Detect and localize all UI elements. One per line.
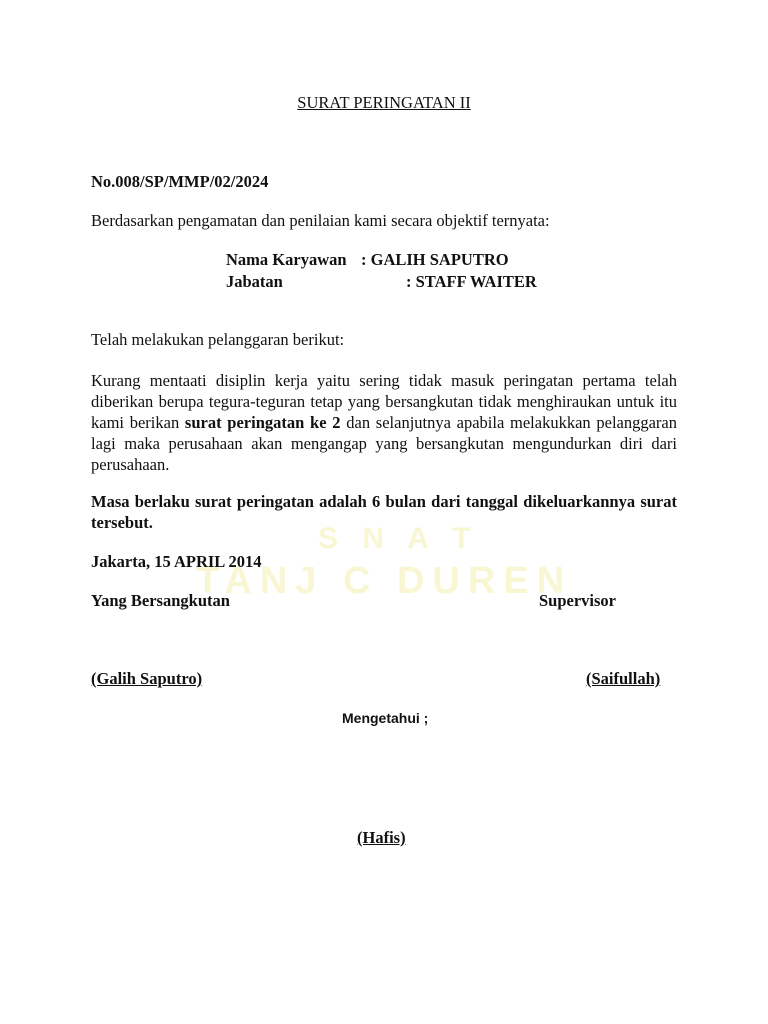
document-title: SURAT PERINGATAN II — [297, 93, 471, 112]
signatory-right-label: Supervisor — [539, 591, 617, 610]
acknowledged-name — [357, 828, 406, 848]
violation-heading: Telah melakukan pelanggaran berikut: — [91, 330, 345, 349]
violation-body-bold: surat peringatan ke 2 — [184, 413, 341, 432]
signatory-right-name-text: (Saifullah) — [586, 669, 661, 688]
reference-number: No.008/SP/MMP/02/2024 — [91, 172, 269, 191]
validity-statement: Masa berlaku surat peringatan adalah 6 bulan dari tanggal dikeluarkannya surat tersebut. — [91, 492, 677, 532]
violation-body — [91, 370, 677, 475]
employee-position-label: Jabatan — [226, 272, 283, 291]
signatory-left-name-text: (Galih Saputro) — [91, 669, 203, 688]
signatory-right-name — [586, 669, 660, 689]
signatory-left-name — [91, 669, 202, 689]
employee-name-label: Nama Karyawan — [226, 250, 347, 269]
employee-position-value: : STAFF WAITER — [406, 272, 537, 291]
violation-body-part1: Kurang mentaati disiplin kerja yaitu sering tidak masuk peringatan pertama telah diberikan berupa tegura-teguran tetap yang bersangkutan tidak menghiraukan untuk itu kami berikan — [91, 371, 677, 432]
intro-text: Berdasarkan pengamatan dan penilaian kami secara objektif ternyata: — [91, 211, 550, 230]
watermark-line-2: TANJ C DUREN — [196, 560, 573, 602]
place-date: Jakarta, 15 APRIL 2014 — [91, 552, 262, 571]
employee-name-value: : GALIH SAPUTRO — [361, 250, 509, 269]
acknowledged-name-text: (Hafis) — [357, 828, 406, 847]
acknowledged-label: Mengetahui ; — [342, 710, 429, 726]
signatory-left-label: Yang Bersangkutan — [91, 591, 230, 610]
violation-body-part2: dan selanjutnya apabila melakukkan pelanggaran lagi maka perusahaan akan mengangap yang bersangkutan mengundurkan diri dari perusahaan. — [91, 413, 678, 474]
watermark-line-1: S N A T — [318, 522, 479, 555]
